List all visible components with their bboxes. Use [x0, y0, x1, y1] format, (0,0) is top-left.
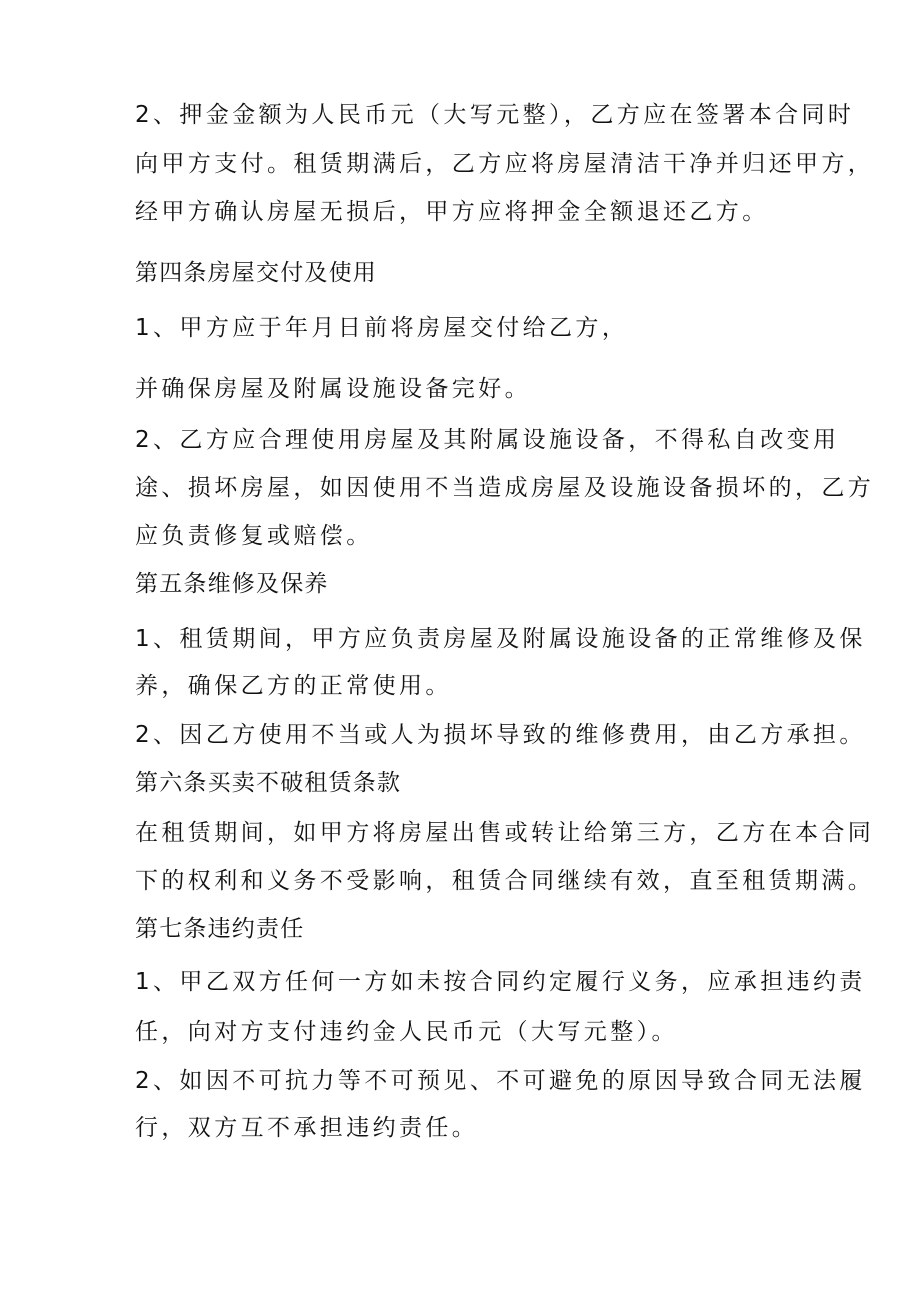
article-6-body-line-2: 下的权利和义务不受影响，租赁合同继续有效，直至租赁期满。 [135, 868, 875, 894]
article-4-clause-2-line-2: 途、损坏房屋，如因使用不当造成房屋及设施设备损坏的，乙方 [135, 475, 875, 501]
article-5-heading: 第五条维修及保养 [135, 571, 329, 597]
article-5-clause-1-line-1: 1、租赁期间，甲方应负责房屋及附属设施设备的正常维修及保 [135, 626, 866, 652]
article-4-heading: 第四条房屋交付及使用 [135, 260, 377, 286]
article-6-body-line-1: 在租赁期间，如甲方将房屋出售或转让给第三方，乙方在本合同 [135, 820, 875, 846]
deposit-clause-line-1: 2、押金金额为人民币元（大写元整），乙方应在签署本合同时 [135, 102, 855, 128]
article-7-clause-1-line-2: 任，向对方支付违约金人民币元（大写元整）。 [135, 1019, 678, 1045]
article-7-clause-2-line-2: 行，双方互不承担违约责任。 [135, 1115, 479, 1141]
article-7-heading: 第七条违约责任 [135, 916, 305, 942]
article-4-clause-2-line-3: 应负责修复或赔偿。 [135, 523, 373, 549]
article-4-clause-2-line-1: 2、乙方应合理使用房屋及其附属设施设备，不得私自改变用 [135, 427, 840, 453]
article-5-clause-1-line-2: 养，确保乙方的正常使用。 [135, 673, 452, 699]
article-5-clause-2: 2、因乙方使用不当或人为损坏导致的维修费用，由乙方承担。 [135, 722, 866, 748]
article-4-clause-1-line-1: 1、甲方应于年月日前将房屋交付给乙方， [135, 315, 629, 341]
deposit-clause-line-3: 经甲方确认房屋无损后，甲方应将押金全额退还乙方。 [135, 199, 769, 225]
deposit-clause-line-2: 向甲方支付。租赁期满后，乙方应将房屋清洁干净并归还甲方， [135, 151, 875, 177]
article-4-clause-1-line-2: 并确保房屋及附属设施设备完好。 [135, 376, 531, 402]
article-6-heading: 第六条买卖不破租赁条款 [135, 770, 402, 796]
article-7-clause-2-line-1: 2、如因不可抗力等不可预见、不可避免的原因导致合同无法履 [135, 1068, 866, 1094]
article-7-clause-1-line-1: 1、甲乙双方任何一方如未按合同约定履行义务，应承担违约责 [135, 969, 866, 995]
